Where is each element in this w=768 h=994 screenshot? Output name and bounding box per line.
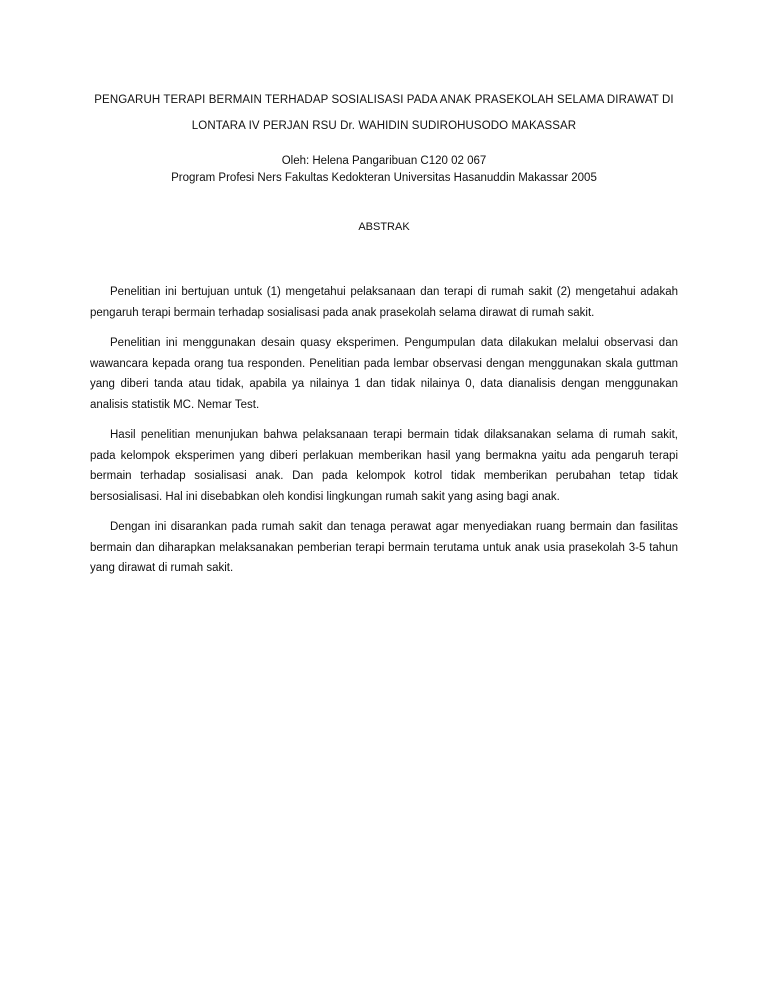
affiliation-line: Program Profesi Ners Fakultas Kedokteran Universitas Hasanuddin Makassar 2005	[171, 172, 597, 184]
abstract-paragraph-4: Dengan ini disarankan pada rumah sakit dan tenaga perawat agar menyediakan ruang bermain dan fasilitas bermain dan diharapkan melaksanakan pemberian terapi bermain terutama untuk anak usia prasekolah 3-5 tahun yang dirawat di rumah sakit.	[90, 521, 678, 574]
author-line: Oleh: Helena Pangaribuan C120 02 067	[281, 155, 487, 167]
abstract-paragraph-1: Penelitian ini bertujuan untuk (1) mengetahui pelaksanaan dan terapi di rumah sakit (2) mengetahui adakah pengaruh terapi bermain terhadap sosialisasi pada anak prasekolah selama dirawat di rumah sakit.	[90, 286, 678, 319]
abstract-paragraph-3: Hasil penelitian menunjukan bahwa pelaksanaan terapi bermain tidak dilaksanakan selama di rumah sakit, pada kelompok eksperimen yang diberi perlakuan memberikan hasil yang bermakna yaitu ada pengaruh terapi bermain terhadap sosialisasi anak. Dan pada kelompok kotrol tidak memberikan perubahan tetap tidak bersosialisasi. Hal ini disebabkan oleh kondisi lingkungan rumah sakit yang asing bagi anak.	[90, 429, 678, 503]
title-line-1: PENGARUH TERAPI BERMAIN TERHADAP SOSIALISASI PADA ANAK PRASEKOLAH SELAMA DIRAWAT DI	[94, 94, 674, 106]
abstract-paragraph-2: Penelitian ini menggunakan desain quasy eksperimen. Pengumpulan data dilakukan melalui observasi dan wawancara kepada orang tua responden. Penelitian pada lembar observasi dengan menggunakan skala guttman yang diberi tanda atau tidak, apabila ya nilainya 1 dan tidak nilainya 0, data dianalisis dengan menggunakan analisis statistik MC. Nemar Test.	[90, 337, 678, 411]
abstract-heading: ABSTRAK	[358, 221, 410, 233]
title-line-2: LONTARA IV PERJAN RSU Dr. WAHIDIN SUDIROHUSODO MAKASSAR	[191, 120, 577, 132]
abstract-body	[90, 282, 678, 589]
